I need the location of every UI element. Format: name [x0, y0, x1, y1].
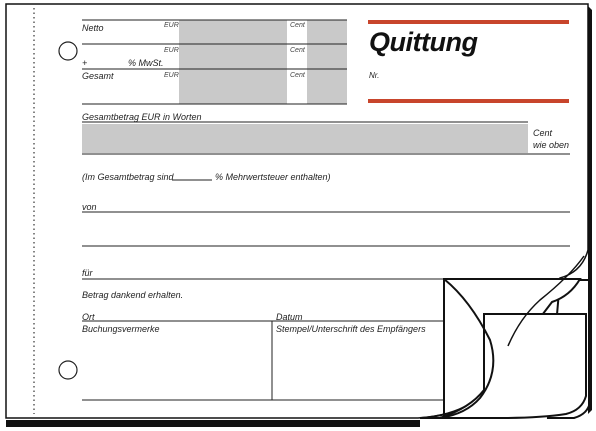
- von-label: von: [82, 202, 97, 212]
- gesamt-cent-field[interactable]: [307, 70, 347, 103]
- cent-label-gesamt: Cent: [290, 72, 305, 79]
- datum-label: Datum: [276, 312, 303, 322]
- mwst-eur-field[interactable]: [179, 45, 287, 68]
- buchung-field[interactable]: [82, 336, 270, 398]
- netto-label: Netto: [82, 23, 104, 33]
- cent-note-line1: Cent: [533, 128, 553, 138]
- received-text: Betrag dankend erhalten.: [82, 290, 184, 300]
- cent-note-line2: wie oben: [533, 140, 570, 150]
- title-bar-bottom: [368, 99, 569, 103]
- punch-hole-top: [59, 42, 77, 60]
- gesamt-eur-field[interactable]: [179, 70, 287, 103]
- fuer-field[interactable]: [96, 262, 442, 278]
- buchung-label: Buchungsvermerke: [82, 324, 160, 334]
- ort-label: Ort: [82, 312, 95, 322]
- fuer-label: für: [82, 268, 93, 278]
- vat-note-suffix: % Mehrwertsteuer enthalten): [215, 172, 331, 182]
- document-title: Quittung: [369, 27, 478, 57]
- vat-note-prefix: (Im Gesamtbetrag sind: [82, 172, 174, 182]
- gesamt-label: Gesamt: [82, 71, 114, 81]
- vat-percent-field[interactable]: [172, 168, 212, 180]
- title-bar-top: [368, 20, 569, 24]
- words-label: Gesamtbetrag EUR in Worten: [82, 112, 202, 122]
- eur-label-netto: EUR: [164, 22, 179, 29]
- netto-eur-field[interactable]: [179, 21, 287, 43]
- stempel-field[interactable]: [276, 336, 442, 398]
- eur-label-gesamt: EUR: [164, 72, 179, 79]
- cent-label-netto: Cent: [290, 22, 305, 29]
- words-field[interactable]: [82, 124, 528, 153]
- stempel-label: Stempel/Unterschrift des Empfängers: [276, 324, 426, 334]
- number-label: Nr.: [369, 71, 380, 80]
- punch-hole-bottom: [59, 361, 77, 379]
- mwst-label: % MwSt.: [128, 58, 164, 68]
- netto-cent-field[interactable]: [307, 21, 347, 43]
- number-field[interactable]: [384, 66, 569, 88]
- mwst-plus: +: [82, 58, 88, 68]
- cent-label-mwst: Cent: [290, 47, 305, 54]
- datum-field[interactable]: [306, 306, 442, 320]
- von-field[interactable]: [100, 196, 570, 244]
- ort-field[interactable]: [96, 306, 266, 320]
- eur-label-mwst: EUR: [164, 47, 179, 54]
- stacked-sheet-bottom-edge: [6, 420, 420, 427]
- mwst-cent-field[interactable]: [307, 45, 347, 68]
